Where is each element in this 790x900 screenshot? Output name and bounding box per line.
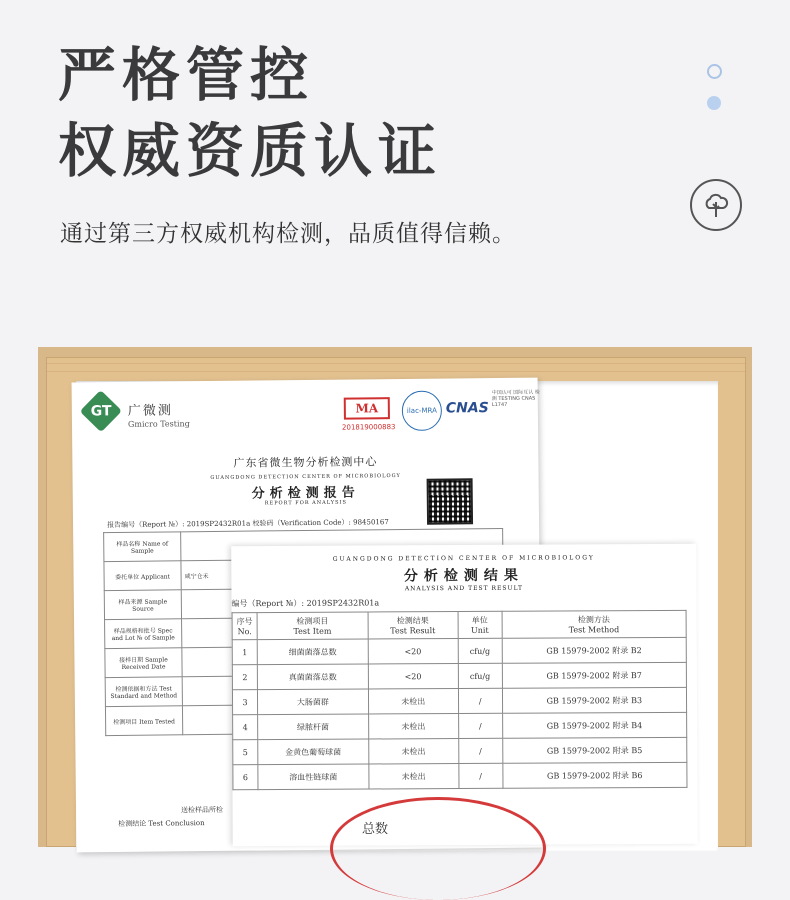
gt-logo: GT bbox=[80, 390, 122, 432]
row-value: 咸宁仓禾 bbox=[181, 557, 503, 589]
cell-unit: cfu/g bbox=[458, 663, 502, 688]
result-row bbox=[232, 687, 686, 714]
cell-unit: / bbox=[458, 713, 502, 738]
results-title: 分析检测结果 bbox=[403, 567, 524, 585]
header-en: Unit bbox=[470, 625, 489, 635]
official-stamp bbox=[330, 797, 546, 900]
cell-method: GB 15979-2002 附录 B3 bbox=[502, 687, 687, 713]
qr-code bbox=[427, 478, 473, 524]
header-cn: 检测项目 bbox=[296, 616, 329, 626]
cell-unit: / bbox=[458, 738, 502, 763]
subtitle: 通过第三方权威机构检测，品质值得信赖。 bbox=[60, 221, 516, 247]
title-line-2: 权威资质认证 bbox=[58, 117, 443, 185]
results-title-en: ANALYSIS AND TEST RESULT bbox=[404, 584, 524, 593]
cell-no: 2 bbox=[232, 665, 257, 690]
cell-no: 4 bbox=[233, 715, 258, 740]
column-header bbox=[368, 612, 458, 639]
result-row bbox=[233, 762, 687, 789]
row-label: 委托单位 Applicant bbox=[104, 561, 181, 591]
cell-unit: / bbox=[459, 763, 503, 788]
cell-result: 未检出 bbox=[368, 689, 458, 714]
cell-item: 细菌菌落总数 bbox=[257, 639, 368, 665]
header-cn: 检测结果 bbox=[396, 616, 429, 626]
result-row bbox=[233, 737, 687, 764]
cell-method: GB 15979-2002 附录 B7 bbox=[502, 662, 687, 688]
org-name-en: GUANGDONG DETECTION CENTER OF MICROBIOLOGY bbox=[210, 473, 401, 482]
cell-method: GB 15979-2002 附录 B4 bbox=[502, 712, 687, 738]
cell-result: 未检出 bbox=[368, 764, 458, 789]
column-header bbox=[257, 612, 368, 640]
result-row bbox=[232, 662, 686, 689]
header-en: Test Item bbox=[293, 626, 332, 636]
cell-result: 未检出 bbox=[368, 739, 458, 764]
results-table bbox=[232, 610, 688, 790]
result-row bbox=[233, 712, 687, 739]
cma-mark: MA bbox=[344, 397, 390, 419]
report-title-en: REPORT FOR ANALYSIS bbox=[264, 499, 347, 507]
report-title: 分析检测报告 bbox=[251, 485, 360, 502]
cell-unit: cfu/g bbox=[458, 638, 502, 663]
cell-item: 绿脓杆菌 bbox=[258, 714, 369, 740]
column-header bbox=[232, 613, 257, 640]
cell-method: GB 15979-2002 附录 B5 bbox=[502, 737, 687, 763]
cloud-tree-icon[interactable] bbox=[690, 179, 742, 231]
row-label: 样品来源 Sample Source bbox=[104, 590, 181, 620]
row-label: 检测项目 Item Tested bbox=[105, 706, 182, 736]
brand-name-en: Gmicro Testing bbox=[127, 419, 190, 429]
carousel-dot-inactive[interactable] bbox=[707, 64, 722, 79]
row-label: 样品名称 Name of Sample bbox=[104, 532, 181, 562]
cnas-note: 中国认可 国际互认 检测 TESTING CNAS L1747 bbox=[491, 389, 540, 409]
cell-no: 5 bbox=[233, 740, 258, 765]
cell-item: 金黄色葡萄球菌 bbox=[258, 739, 369, 765]
stamp-text: 总数 bbox=[362, 822, 389, 837]
conclusion-label: 检测结论 Test Conclusion bbox=[118, 819, 205, 828]
report-number: 报告编号（Report №）: 2019SP2432R01a 校验码（Verification Code）: 98450167 bbox=[107, 518, 389, 530]
column-header bbox=[502, 610, 687, 638]
cell-no: 3 bbox=[232, 690, 257, 715]
result-row bbox=[232, 637, 686, 664]
cell-method: GB 15979-2002 附录 B2 bbox=[502, 637, 687, 663]
cell-result: <20 bbox=[368, 664, 458, 689]
header-en: Test Result bbox=[390, 626, 436, 636]
header-cn: 单位 bbox=[471, 615, 488, 625]
report-number-2: 编号（Report №）: 2019SP2432R01a bbox=[231, 598, 380, 609]
cell-method: GB 15979-2002 附录 B6 bbox=[502, 762, 687, 788]
cma-number: 201819000883 bbox=[341, 423, 396, 432]
title-line-1: 严格管控 bbox=[58, 41, 315, 109]
cnas-logo: CNAS bbox=[445, 400, 489, 417]
header-en: Test Method bbox=[568, 625, 620, 635]
column-header bbox=[458, 611, 502, 638]
row-label: 样品规格和批号 Spec and Lot № of Sample bbox=[105, 619, 182, 649]
cell-unit: / bbox=[458, 688, 502, 713]
carousel-dot-active[interactable] bbox=[707, 96, 721, 110]
org-name: 广东省微生物分析检测中心 bbox=[233, 455, 378, 470]
cell-result: <20 bbox=[368, 639, 458, 664]
cell-no: 6 bbox=[233, 765, 258, 790]
ilac-logo: ilac-MRA bbox=[402, 391, 442, 431]
cell-result: 未检出 bbox=[368, 714, 458, 739]
cell-item: 真菌菌落总数 bbox=[257, 664, 368, 690]
cell-item: 溶血性链球菌 bbox=[258, 764, 369, 790]
row-label: 接样日期 Sample Received Date bbox=[105, 648, 182, 678]
extra-note: 送检样品所检 bbox=[180, 805, 224, 815]
cell-no: 1 bbox=[232, 640, 257, 665]
cell-item: 大肠菌群 bbox=[257, 689, 368, 715]
row-label: 检测依据和方法 Test Standard and Method bbox=[105, 677, 182, 707]
header-cn: 序号 bbox=[236, 617, 253, 627]
org-name-en-2: GUANGDONG DETECTION CENTER OF MICROBIOLOGY bbox=[332, 554, 595, 563]
brand-name-cn: 广微测 bbox=[127, 403, 173, 419]
header-en: No. bbox=[237, 627, 252, 637]
header-cn: 检测方法 bbox=[577, 615, 610, 625]
